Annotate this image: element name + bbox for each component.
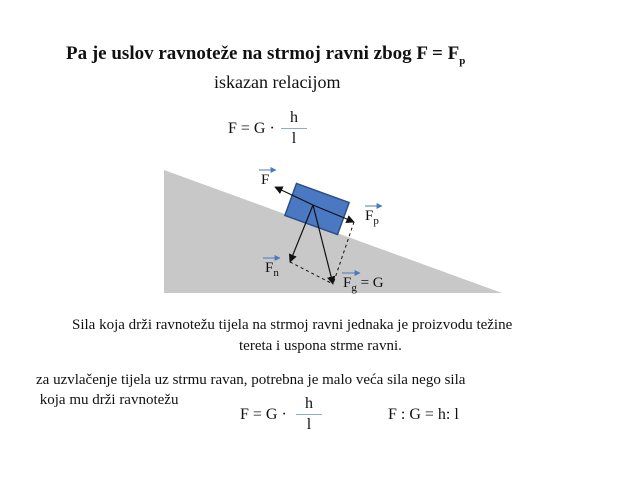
label-fg-subscript: g: [351, 282, 357, 294]
slide-title-subscript: p: [459, 54, 466, 67]
formula1-denominator: l: [291, 130, 297, 147]
formula1-lhs: F = G ·: [228, 120, 275, 137]
formula2-fraction-bar: [296, 414, 322, 415]
label-fn-subscript: n: [273, 267, 279, 279]
label-fn: [265, 260, 279, 279]
paragraph1-line1: Sila koja drži ravnotežu tijela na strmoj ravni jednaka je proizvodu težine: [72, 317, 513, 333]
paragraph2-line2: koja mu drži ravnotežu: [36, 392, 179, 408]
label-fn-main: F: [265, 260, 274, 276]
label-fp-subscript: p: [373, 215, 379, 227]
formula2-lhs: F = G ·: [240, 406, 287, 423]
slide-subtitle: iskazan relacijom: [214, 72, 341, 92]
label-fg-equals: = G: [356, 275, 384, 291]
ratio-formula: F : G = h: l: [388, 406, 459, 423]
label-fg: [343, 275, 384, 294]
formula2-denominator: l: [306, 416, 312, 433]
paragraph2-line1: za uzvlačenje tijela uz strmu ravan, potrebna je malo veća sila nego sila: [36, 372, 466, 388]
formula2-fraction: [296, 395, 322, 434]
slide-title-main: Pa je uslov ravnoteže na strmoj ravni zbog F = F: [66, 43, 460, 64]
label-f: F: [261, 172, 270, 188]
label-fg-main: F: [343, 275, 352, 291]
formula2-numerator: h: [305, 395, 313, 412]
paragraph1-line2: tereta i uspona strme ravni.: [239, 338, 402, 354]
label-fp-main: F: [365, 208, 374, 224]
label-fp: [365, 208, 379, 227]
formula1-numerator: h: [290, 109, 298, 126]
